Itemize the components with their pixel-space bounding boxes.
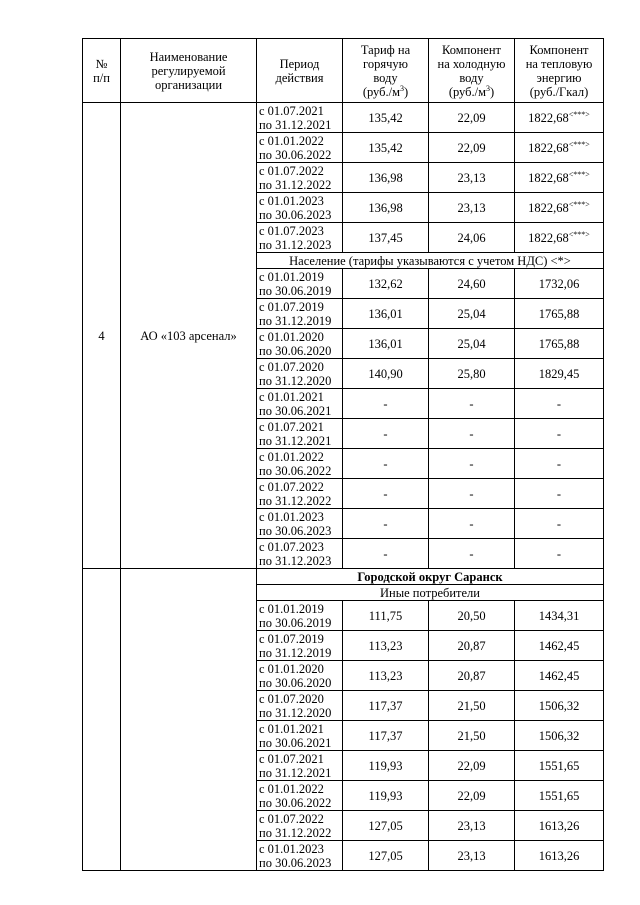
period-from: с 01.07.2022 (259, 163, 324, 178)
heat-component: 1462,45 (515, 661, 604, 691)
period-from: с 01.07.2021 (259, 103, 324, 118)
header-hot-line: воду (373, 70, 398, 85)
org-number-empty (83, 569, 121, 871)
unit-close: ) (490, 84, 495, 99)
period-to: по 31.12.2019 (259, 313, 332, 328)
footnote-mark: <***> (568, 139, 590, 149)
header-heat-line: (руб./Гкал) (529, 84, 589, 99)
period-from: с 01.01.2023 (259, 841, 324, 856)
heat-component: 1434,31 (515, 601, 604, 631)
period-to: по 31.12.2019 (259, 645, 332, 660)
heat-component: - (515, 389, 604, 419)
header-period-line: действия (275, 70, 324, 85)
cold-water-component: 20,87 (429, 661, 515, 691)
period-from: с 01.01.2022 (259, 449, 324, 464)
heat-component: 1613,26 (515, 811, 604, 841)
hot-water-tariff: - (343, 479, 429, 509)
period-from: с 01.01.2022 (259, 133, 324, 148)
period-to: по 30.06.2022 (259, 463, 332, 478)
heat-component: - (515, 509, 604, 539)
period-cell (257, 811, 343, 841)
hot-water-tariff: - (343, 449, 429, 479)
heat-value: 1822,68 (528, 200, 569, 215)
hot-water-tariff: 117,37 (343, 691, 429, 721)
unit-sup: 3 (486, 83, 491, 93)
heat-component: 1765,88 (515, 299, 604, 329)
period-to: по 30.06.2021 (259, 403, 332, 418)
period-from: с 01.07.2020 (259, 691, 324, 706)
period-from: с 01.07.2021 (259, 751, 324, 766)
hot-water-tariff: 117,37 (343, 721, 429, 751)
heat-component: - (515, 479, 604, 509)
header-org-line: регулируемой (151, 63, 226, 78)
period-from: с 01.07.2023 (259, 539, 324, 554)
period-cell (257, 389, 343, 419)
period-cell (257, 631, 343, 661)
period-cell (257, 691, 343, 721)
period-from: с 01.01.2019 (259, 269, 324, 284)
cold-water-component: - (429, 449, 515, 479)
period-to: по 31.12.2021 (259, 765, 332, 780)
unit-text: (руб./м (362, 84, 401, 99)
period-from: с 01.01.2021 (259, 721, 324, 736)
period-to: по 31.12.2020 (259, 373, 332, 388)
header-period-line: Период (279, 56, 320, 71)
period-cell (257, 661, 343, 691)
hot-water-tariff: - (343, 509, 429, 539)
header-cold-line: Компонент (442, 42, 501, 57)
heat-component: 1506,32 (515, 691, 604, 721)
tariff-table (82, 38, 604, 871)
cold-water-component: 23,13 (429, 193, 515, 223)
period-cell (257, 781, 343, 811)
hot-water-tariff: 136,01 (343, 299, 429, 329)
header-hot-line: Тариф на (360, 42, 411, 57)
heat-component: 1765,88 (515, 329, 604, 359)
period-cell (257, 601, 343, 631)
hot-water-tariff: 137,45 (343, 223, 429, 253)
header-heat-line: Компонент (529, 42, 589, 57)
cold-water-component: - (429, 509, 515, 539)
heat-component: 1551,65 (515, 751, 604, 781)
period-to: по 31.12.2023 (259, 237, 332, 252)
period-to: по 30.06.2021 (259, 735, 332, 750)
period-cell (257, 299, 343, 329)
period-from: с 01.07.2023 (259, 223, 324, 238)
period-cell (257, 721, 343, 751)
cold-water-component: 22,09 (429, 781, 515, 811)
heat-value: 1822,68 (528, 140, 569, 155)
heat-value: 1822,68 (528, 230, 569, 245)
header-row (83, 39, 604, 103)
hot-water-tariff: 135,42 (343, 133, 429, 163)
period-to: по 30.06.2019 (259, 615, 332, 630)
period-cell (257, 359, 343, 389)
cold-water-component: 22,09 (429, 133, 515, 163)
cold-water-component: 25,80 (429, 359, 515, 389)
period-to: по 30.06.2020 (259, 675, 332, 690)
period-to: по 30.06.2022 (259, 147, 332, 162)
header-hot-water (343, 39, 429, 103)
heat-component: - (515, 419, 604, 449)
period-cell (257, 751, 343, 781)
heat-component: - (515, 539, 604, 569)
period-cell (257, 449, 343, 479)
hot-water-tariff: 111,75 (343, 601, 429, 631)
period-cell (257, 539, 343, 569)
period-from: с 01.07.2021 (259, 419, 324, 434)
heat-value: 1822,68 (528, 110, 569, 125)
heat-component (515, 163, 604, 193)
period-to: по 30.06.2023 (259, 855, 332, 870)
heat-component: - (515, 449, 604, 479)
hot-water-tariff: 136,98 (343, 163, 429, 193)
unit-text: (руб./м (448, 84, 487, 99)
period-to: по 30.06.2019 (259, 283, 332, 298)
heat-component: 1551,65 (515, 781, 604, 811)
heat-value: 1822,68 (528, 170, 569, 185)
header-cold-water (429, 39, 515, 103)
header-org-line: Наименование (149, 49, 228, 64)
cold-water-component: 25,04 (429, 329, 515, 359)
period-from: с 01.01.2021 (259, 389, 324, 404)
hot-water-tariff: 127,05 (343, 811, 429, 841)
period-from: с 01.01.2023 (259, 509, 324, 524)
cold-water-component: 25,04 (429, 299, 515, 329)
cold-water-component: 20,87 (429, 631, 515, 661)
header-org-line: организации (154, 77, 223, 92)
period-to: по 30.06.2020 (259, 343, 332, 358)
cold-water-component: - (429, 539, 515, 569)
table-row (83, 103, 604, 133)
cold-water-component: 23,13 (429, 841, 515, 871)
period-from: с 01.01.2023 (259, 193, 324, 208)
footnote-mark: <***> (568, 229, 590, 239)
heat-component (515, 133, 604, 163)
header-cold-unit (431, 85, 512, 99)
period-to: по 31.12.2022 (259, 493, 332, 508)
hot-water-tariff: - (343, 539, 429, 569)
hot-water-tariff: 113,23 (343, 631, 429, 661)
period-cell (257, 223, 343, 253)
hot-water-tariff: 119,93 (343, 781, 429, 811)
period-from: с 01.01.2020 (259, 329, 324, 344)
period-from: с 01.07.2019 (259, 631, 324, 646)
cold-water-component: 23,13 (429, 163, 515, 193)
hot-water-tariff: 113,23 (343, 661, 429, 691)
period-cell (257, 163, 343, 193)
period-from: с 01.01.2022 (259, 781, 324, 796)
header-cold-line: на холодную (437, 56, 506, 71)
period-cell (257, 479, 343, 509)
header-heat-line: на тепловую (525, 56, 593, 71)
period-cell (257, 103, 343, 133)
cold-water-component: 24,60 (429, 269, 515, 299)
hot-water-tariff: 136,01 (343, 329, 429, 359)
unit-sup: 3 (400, 83, 405, 93)
cold-water-component: 23,13 (429, 811, 515, 841)
footnote-mark: <***> (568, 199, 590, 209)
org-number: 4 (83, 103, 121, 569)
heat-component: 1613,26 (515, 841, 604, 871)
footnote-mark: <***> (568, 169, 590, 179)
district-title: Городской округ Саранск (257, 569, 604, 585)
org-name: АО «103 арсенал» (121, 103, 257, 569)
header-hot-unit (345, 85, 426, 99)
heat-component (515, 193, 604, 223)
header-period (257, 39, 343, 103)
hot-water-tariff: 127,05 (343, 841, 429, 871)
period-to: по 31.12.2022 (259, 177, 332, 192)
period-to: по 31.12.2023 (259, 553, 332, 568)
heat-component: 1732,06 (515, 269, 604, 299)
header-num-line: п/п (93, 70, 110, 85)
heat-component: 1506,32 (515, 721, 604, 751)
period-from: с 01.07.2020 (259, 359, 324, 374)
footnote-mark: <***> (568, 109, 590, 119)
hot-water-tariff: 136,98 (343, 193, 429, 223)
cold-water-component: - (429, 479, 515, 509)
cold-water-component: 22,09 (429, 751, 515, 781)
period-to: по 30.06.2023 (259, 523, 332, 538)
period-from: с 01.01.2019 (259, 601, 324, 616)
period-to: по 31.12.2021 (259, 433, 332, 448)
cold-water-component: 22,09 (429, 103, 515, 133)
header-cold-line: воду (459, 70, 484, 85)
cold-water-component: 24,06 (429, 223, 515, 253)
population-label: Население (тарифы указываются с учетом НДС) <*> (257, 253, 604, 269)
period-cell (257, 419, 343, 449)
period-to: по 30.06.2023 (259, 207, 332, 222)
period-cell (257, 509, 343, 539)
cold-water-component: 21,50 (429, 691, 515, 721)
heat-component: 1829,45 (515, 359, 604, 389)
heat-component (515, 223, 604, 253)
header-org (121, 39, 257, 103)
period-cell (257, 269, 343, 299)
consumers-label: Иные потребители (257, 585, 604, 601)
period-to: по 31.12.2022 (259, 825, 332, 840)
period-from: с 01.07.2019 (259, 299, 324, 314)
hot-water-tariff: 135,42 (343, 103, 429, 133)
hot-water-tariff: 140,90 (343, 359, 429, 389)
header-hot-line: горячую (363, 56, 408, 71)
period-from: с 01.07.2022 (259, 479, 324, 494)
heat-component (515, 103, 604, 133)
cold-water-component: 20,50 (429, 601, 515, 631)
cold-water-component: - (429, 419, 515, 449)
period-cell (257, 133, 343, 163)
header-num-line: № (95, 56, 108, 71)
district-row (83, 569, 604, 585)
hot-water-tariff: 132,62 (343, 269, 429, 299)
period-to: по 31.12.2021 (259, 117, 332, 132)
header-heat-line: энергию (536, 70, 582, 85)
tariff-table-body (83, 39, 604, 871)
period-to: по 31.12.2020 (259, 705, 332, 720)
heat-component: 1462,45 (515, 631, 604, 661)
period-to: по 30.06.2022 (259, 795, 332, 810)
unit-close: ) (404, 84, 409, 99)
period-from: с 01.01.2020 (259, 661, 324, 676)
header-num (83, 39, 121, 103)
hot-water-tariff: - (343, 389, 429, 419)
cold-water-component: 21,50 (429, 721, 515, 751)
hot-water-tariff: 119,93 (343, 751, 429, 781)
period-cell (257, 329, 343, 359)
hot-water-tariff: - (343, 419, 429, 449)
period-cell (257, 193, 343, 223)
org-name-empty (121, 569, 257, 871)
period-cell (257, 841, 343, 871)
period-from: с 01.07.2022 (259, 811, 324, 826)
cold-water-component: - (429, 389, 515, 419)
header-heat (515, 39, 604, 103)
